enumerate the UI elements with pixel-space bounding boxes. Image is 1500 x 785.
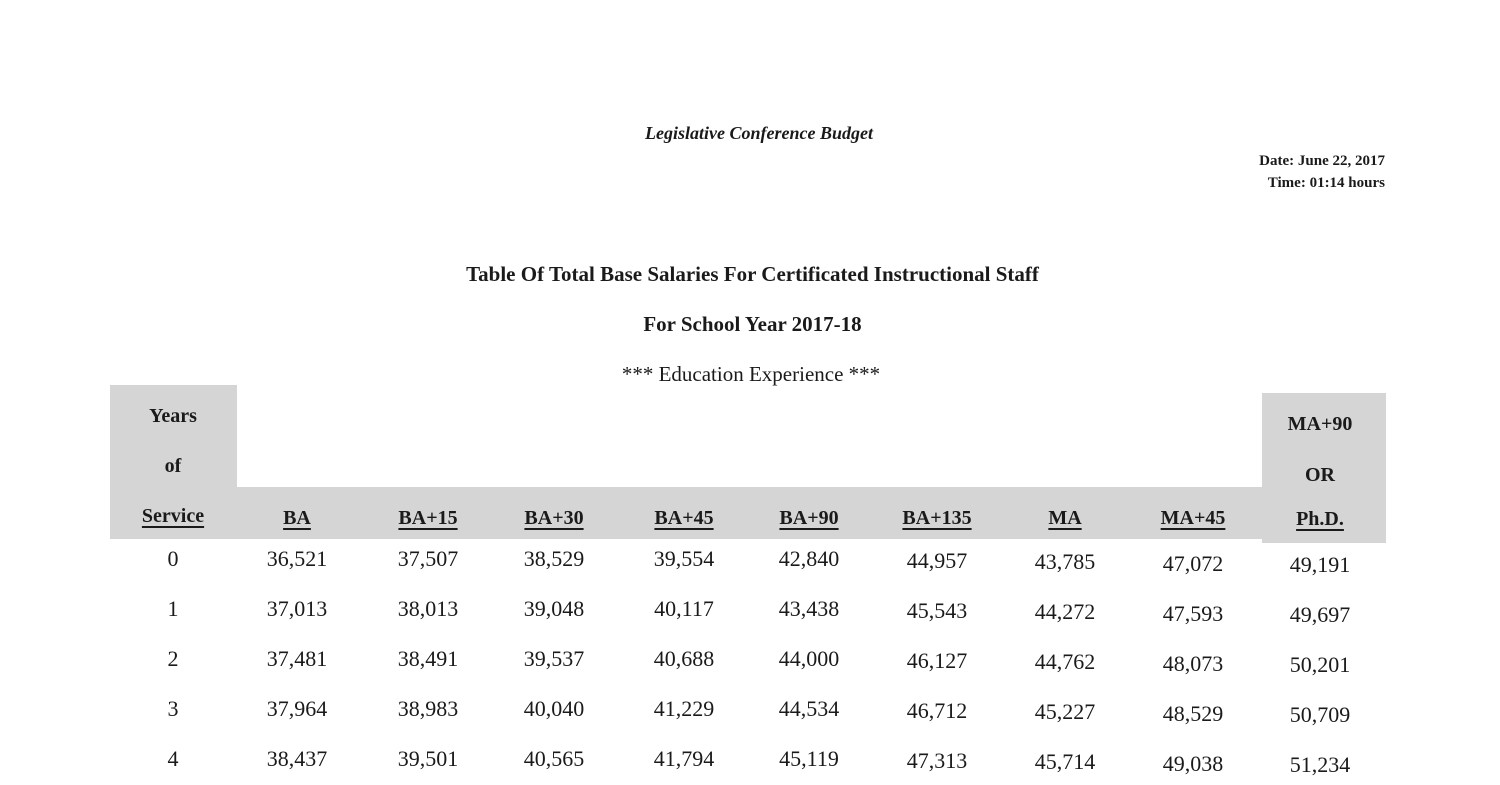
years-cell: 0 (167, 546, 179, 571)
salary-cell: 38,437 (266, 746, 328, 771)
column-header-phd (1255, 413, 1385, 436)
column-header-label: BA+45 (654, 507, 714, 529)
time-label: Time: 01:14 hours (1267, 175, 1385, 191)
salary-cell: 40,565 (523, 746, 585, 771)
salary-cell: 46,712 (906, 697, 968, 723)
column-header (619, 507, 749, 530)
salary-cell: 39,537 (523, 646, 585, 671)
salary-cell: 40,688 (653, 646, 715, 671)
salary-cell: 47,072 (1162, 550, 1224, 576)
salary-cell: 41,794 (653, 746, 715, 771)
salary-cell: 49,038 (1162, 750, 1224, 776)
salary-cell: 37,507 (397, 546, 459, 571)
salary-cell: 39,048 (523, 596, 585, 621)
column-header (1000, 507, 1130, 530)
salary-cell: 38,529 (523, 546, 585, 571)
salary-cell: 51,234 (1289, 752, 1351, 777)
years-header-line: of (164, 455, 182, 477)
salary-cell: 38,013 (397, 596, 459, 621)
salary-cell: 45,543 (906, 597, 968, 623)
column-header-years (108, 405, 238, 428)
salary-cell: 44,000 (778, 646, 840, 671)
salary-cell: 37,481 (266, 646, 328, 671)
years-header-line: Years (149, 405, 197, 427)
salary-cell: 44,272 (1034, 599, 1096, 624)
years-cell: 1 (167, 596, 179, 621)
column-header (363, 507, 493, 530)
salary-cell: 40,117 (654, 596, 714, 621)
salary-cell: 50,709 (1289, 702, 1351, 727)
years-cell: 3 (167, 696, 179, 721)
years-cell: 2 (167, 646, 179, 671)
salary-cell: 42,840 (778, 546, 840, 571)
column-header-label: BA+135 (902, 507, 972, 529)
column-header (232, 507, 362, 530)
salary-cell: 47,313 (906, 747, 968, 773)
column-header-years (108, 505, 238, 528)
salary-cell: 38,491 (397, 646, 459, 671)
phd-header-line: OR (1305, 464, 1335, 486)
column-header (1128, 507, 1258, 530)
salary-cell: 44,534 (778, 696, 840, 721)
phd-header-line: MA+90 (1287, 413, 1353, 435)
salary-cell: 49,191 (1289, 552, 1351, 577)
salary-cell: 39,554 (653, 546, 715, 571)
salary-cell: 37,964 (266, 696, 328, 721)
salary-cell: 44,957 (906, 547, 968, 573)
column-header-phd (1255, 464, 1385, 487)
column-header (489, 507, 619, 530)
column-header-label: MA+45 (1160, 507, 1226, 529)
column-header-phd (1255, 508, 1385, 531)
column-header-label: BA+30 (524, 507, 584, 529)
salary-cell: 45,119 (779, 746, 839, 771)
salary-cell: 48,529 (1162, 700, 1224, 726)
column-header-years (108, 455, 238, 478)
salary-cell: 47,593 (1162, 600, 1224, 626)
column-header-label: BA+90 (779, 507, 839, 529)
table-title: Table Of Total Base Salaries For Certificated Instructional Staff (466, 262, 1039, 286)
salary-cell: 50,201 (1289, 652, 1351, 677)
salary-cell: 37,013 (266, 596, 328, 621)
salary-cell: 43,438 (778, 596, 840, 621)
date-label: Date: June 22, 2017 (1259, 153, 1385, 169)
column-header-label: BA (283, 507, 311, 529)
salary-cell: 45,227 (1034, 699, 1096, 724)
years-header-line: Service (141, 505, 205, 527)
salary-cell: 39,501 (397, 746, 459, 771)
column-header (872, 507, 1002, 530)
column-header-label: MA (1048, 507, 1082, 529)
salary-cell: 49,697 (1289, 602, 1351, 627)
salary-cell: 40,040 (523, 696, 585, 721)
school-year-title: For School Year 2017-18 (643, 312, 862, 336)
salary-cell: 43,785 (1034, 549, 1096, 574)
document-header-title: Legislative Conference Budget (645, 123, 873, 143)
salary-cell: 45,714 (1034, 749, 1096, 774)
salary-cell: 36,521 (266, 546, 328, 571)
years-cell: 4 (167, 746, 179, 771)
column-header-label: BA+15 (398, 507, 458, 529)
table-subtitle: *** Education Experience *** (621, 362, 881, 386)
salary-cell: 38,983 (397, 696, 459, 721)
salary-cell: 41,229 (653, 696, 715, 721)
salary-cell: 44,762 (1034, 649, 1096, 674)
phd-header-line: Ph.D. (1296, 508, 1344, 530)
salary-cell: 46,127 (906, 647, 968, 673)
salary-cell: 48,073 (1162, 650, 1224, 676)
column-header (744, 507, 874, 530)
